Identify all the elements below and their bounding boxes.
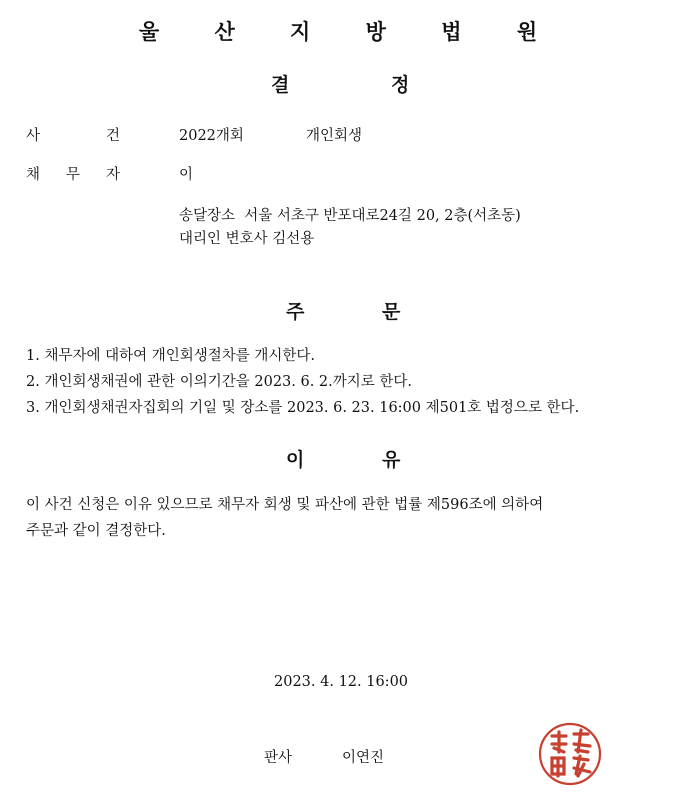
order-item: 3. 개인회생채권자집회의 기일 및 장소를 2023. 6. 23. 16:00 제501호 법정으로 한다.: [26, 400, 580, 416]
reason-heading-left: 이: [286, 449, 305, 471]
debtor-label-1: 채: [26, 167, 41, 183]
judge-seal-icon: [538, 722, 602, 786]
judge-title: 판사: [264, 750, 293, 766]
reason-line: 주문과 같이 결정한다.: [26, 523, 166, 539]
doc-type-left: 결: [271, 74, 290, 96]
order-item: 2. 개인회생채권에 관한 이의기간을 2023. 6. 2.까지로 한다.: [26, 374, 413, 390]
case-name: 개인회생: [306, 128, 363, 144]
legal-agent: 대리인 변호사 김선용: [179, 231, 315, 247]
decision-date: 2023. 4. 12. 16:00: [274, 674, 409, 690]
order-heading-right: 문: [382, 301, 401, 323]
debtor-label-2: 무: [66, 167, 81, 183]
case-number: 2022개회: [179, 128, 244, 144]
reason-heading-right: 유: [382, 449, 401, 471]
debtor-name: 이: [179, 167, 194, 183]
doc-type-right: 정: [391, 74, 410, 96]
judge-name: 이연진: [342, 750, 385, 766]
order-heading-left: 주: [286, 301, 305, 323]
debtor-label-3: 자: [106, 167, 121, 183]
case-label-2: 건: [106, 128, 121, 144]
delivery-address: 송달장소 서울 서초구 반포대로24길 20, 2층(서초동): [179, 208, 521, 224]
reason-line: 이 사건 신청은 이유 있으므로 채무자 회생 및 파산에 관한 법률 제596조에 의하여: [26, 497, 544, 513]
case-label-1: 사: [26, 128, 41, 144]
court-name: 울 산 지 방 법 원: [138, 20, 562, 44]
order-item: 1. 채무자에 대하여 개인회생절차를 개시한다.: [26, 348, 316, 364]
